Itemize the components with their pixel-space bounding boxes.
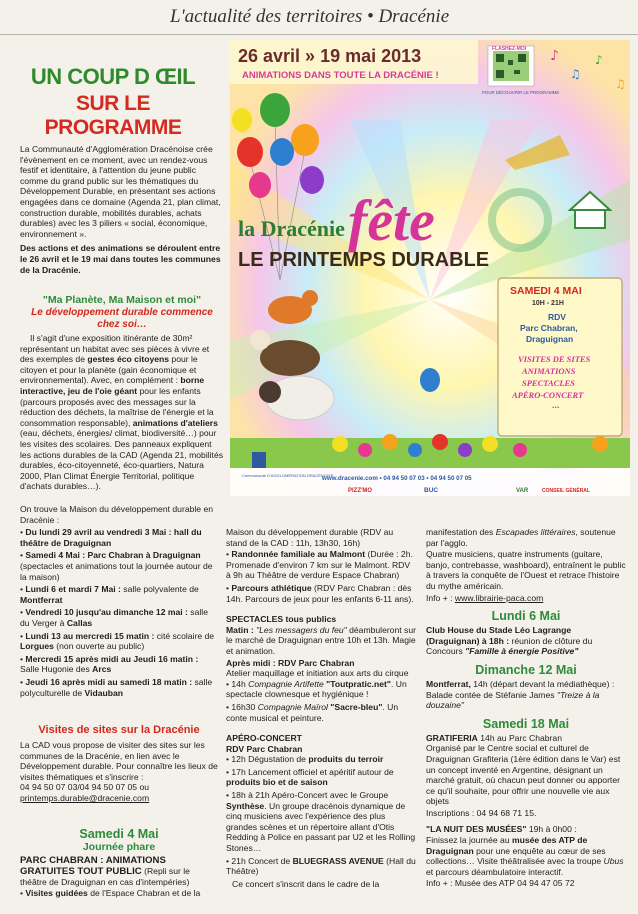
planete-text-6: animations d'ateliers	[132, 417, 218, 428]
sign-hours: 10H - 21H	[532, 300, 564, 307]
col3-lundi6-title: Lundi 6 Mai	[491, 609, 561, 624]
visites-phones: 04 94 50 07 03/04 94 50 07 05 ou	[20, 782, 150, 793]
planete-text-2: gestes éco citoyens	[87, 354, 170, 365]
balloon-purple	[300, 166, 324, 194]
col3-nuit-text-1: Finissez la journée au	[426, 835, 512, 846]
col2-apero-desc: (Hall du Théâtre)	[226, 855, 416, 877]
cad-logo-label: Communauté D'AGGLOMÉRATION DRACÉNOISE	[242, 473, 334, 478]
maison-list-item: • Samedi 4 Mai : Parc Chabran à Draguignan (spectacles et animations tout la journée autour de la maison)	[20, 550, 213, 582]
col2-apero-sub: RDV Parc Chabran	[226, 743, 303, 754]
col2-apero-desc: . Un groupe dracénois dynamique de cinq musiciens avec l'expérience des plus grandes scènes et un répertoire allant d'Otis Redding à Police en passant par U2 et les Rolling Stones…	[226, 800, 416, 854]
maison-item-note: (non ouverte au public)	[53, 641, 145, 652]
col3-url-link[interactable]: www.librairie-paca.com	[454, 592, 544, 603]
col3-montferrat	[426, 679, 626, 711]
col2-matin	[226, 625, 416, 657]
col2-apero-text: 18h à 21h Apéro-Concert avec le Groupe	[231, 790, 389, 801]
visites-text: La CAD vous propose de visiter des sites sur les communes de la Dracénie, en lien avec le Développement durable. Pour connaître les lieux de visites thématiques et s'inscrire :	[20, 740, 218, 782]
maison-item-place: Montferrat	[20, 594, 63, 605]
col2-apero-item: • 12h Dégustation de produits du terroir	[226, 754, 384, 765]
col2-show-1-text: . Un spectacle clownesque et hygiénique !	[226, 678, 407, 700]
col2-apero-bold: Synthèse	[226, 800, 265, 811]
maison-list-item: • Mercredi 15 après midi au Jeudi 16 matin : Salle Hugonie des Arcs	[20, 653, 199, 675]
maison-item-bold: Mercredi 15 après midi au Jeudi 16 matin :	[25, 653, 199, 664]
col3-nuit-troupe: Ubus	[603, 856, 624, 867]
maison-item-place: Vidauban	[84, 687, 124, 698]
planete-text-5: pour les enfants (parcours proposés avec des messages sur la réduction des déchets, la maîtrise de l'énergie et la consommation responsable),	[20, 385, 214, 428]
col2-show-2-company: Compagnie Maïrol	[257, 701, 328, 712]
col3-nuit-text-3: et parcours déambulatoire interactif.	[426, 866, 564, 877]
visites-section	[20, 724, 218, 804]
col2-apero-item: • 21h Concert de BLUEGRASS AVENUE (Hall du Théâtre)	[226, 855, 416, 877]
maison-list-item: • Vendredi 10 jusqu'au dimanche 12 mai : salle du Verger à Callas	[20, 607, 208, 628]
col3-nuit-bold: "LA NUIT DES MUSÉES"	[426, 824, 527, 835]
maison-item-bold: Jeudi 16 après midi au samedi 18 matin :	[25, 676, 193, 687]
maison-section	[20, 504, 218, 700]
samedi4-parc-note: (Repli sur le théâtre de Draguignan en cas d'intempéries)	[20, 866, 190, 887]
planete-text	[20, 333, 224, 492]
col2-apero-bold: produits du terroir	[308, 754, 384, 765]
sponsor-cg: CONSEIL GÉNÉRAL	[542, 488, 590, 494]
col2-apero-text: 12h Dégustation de	[231, 754, 309, 765]
maison-item-place: Arcs	[92, 664, 112, 675]
svg-text:♪: ♪	[550, 48, 559, 64]
maison-item-bold: Lundi 6 et mardi 7 Mai :	[25, 584, 121, 595]
col2-apero-title: APÉRO-CONCERT	[226, 733, 302, 744]
maison-item-text: Salle Hugonie des	[20, 664, 93, 675]
col3-nuit	[426, 824, 626, 835]
col3-gratiferia-bold: GRATIFERIA	[426, 732, 478, 743]
samedi4-visites-bold: Visites guidées	[25, 888, 88, 898]
col2-parcours-text: (RDV Parc Chabran : dès 14h. Parcours de jeux pour les enfants 6-11 ans).	[226, 582, 414, 604]
visites-title: Visites de sites sur la Dracénie	[38, 724, 200, 736]
col2-apm-text: Atelier maquillage et initiation aux arts du cirque	[226, 668, 409, 679]
maison-list-item: • Lundi 13 au mercredi 15 matin : cité scolaire de Lorgues (non ouverte au public)	[20, 630, 215, 652]
poster-footer-contact: www.dracenie.com • 04 94 50 07 03 • 04 94 50 07 05	[322, 475, 472, 482]
col2-rando-item: • Randonnée familiale au Malmont (Durée : 2h. Promenade d'environ 7 km sur le Malmont. RDV à 9h au Théâtre de verdure Espace Chabran)	[226, 549, 413, 581]
col3-montferrat-bold: Montferrat,	[426, 678, 471, 689]
sign-list-item: SPECTACLES	[522, 378, 575, 388]
balloon-blue	[270, 138, 294, 166]
cad-logo	[252, 452, 266, 468]
poster-subtitle: ANIMATIONS DANS TOUTE LA DRACÉNIE !	[242, 70, 439, 81]
intro-dates-paragraph: Des actions et des animations se déroulent entre le 26 avril et le 19 mai dans toutes les communes de la Dracénie.	[20, 243, 221, 275]
col3-info-line	[426, 593, 626, 604]
qr-code	[488, 46, 534, 86]
col2-parcours-item: • Parcours athlétique (RDV Parc Chabran : dès 14h. Parcours de jeux pour les enfants 6-11 ans).	[226, 582, 414, 604]
col3-nuit-info: Info + : Musée des ATP 04 94 47 05 72	[426, 878, 575, 889]
col2-spectacles-title: SPECTACLES tous publics	[226, 614, 337, 625]
maison-item-text: salle polyculturelle de	[20, 676, 213, 698]
maison-item-text: cité scolaire de	[154, 630, 215, 641]
col2-concert-note: Ce concert s'inscrit dans le cadre de la	[232, 878, 380, 889]
col3-montferrat-text: 14h (départ devant la médiathèque) : Balade contée de Stéfanie James	[426, 678, 615, 700]
col3-nuit-text	[426, 835, 626, 877]
col3-nuit-time: 19h à 0h00 :	[526, 824, 577, 835]
sign-samedi: SAMEDI 4 MAI	[510, 285, 582, 297]
maison-list-item: • Lundi 6 et mardi 7 Mai : salle polyvalente de Montferrat	[20, 584, 199, 605]
flowers	[230, 434, 630, 468]
col3-samedi18-title: Samedi 18 Mai	[482, 716, 570, 731]
poster-printemps: LE PRINTEMPS DURABLE	[238, 249, 490, 271]
col3-dimanche12-title: Dimanche 12 Mai	[475, 662, 577, 677]
col3-montferrat-italic: "Treize à la douzaine"	[426, 689, 600, 711]
col3-escapades-text: manifestation des	[426, 527, 496, 537]
planete-text-3: pour le citoyen et pour la planète (gain économique et environnemental). Avec, en complément :	[20, 354, 198, 386]
col2-apero-text: 21h Concert de	[231, 855, 293, 866]
col2-show-2-text: . Un conte musical et peinture.	[226, 701, 399, 723]
samedi4-visites: • Visites guidées de l'Espace Chabran et de la	[20, 888, 201, 898]
col2-rando-text: (Durée : 2h. Promenade d'environ 7 km sur le Malmont. RDV à 9h au Théâtre de verdure Espace Chabran)	[226, 549, 413, 581]
poster-la-dracenie: la Dracénie	[238, 216, 345, 241]
column-3	[426, 527, 626, 889]
col3-nuit-text-2: pour une enquête au cœur de ses collections… Visite théâtralisée avec la troupe	[426, 845, 606, 867]
intro-section	[20, 144, 224, 279]
col2-show-1-time: 14h	[231, 678, 249, 689]
planete-text-4: borne interactive, jeu de l'oie géant	[20, 375, 205, 396]
sign-draguignan: Draguignan	[526, 334, 574, 344]
page-header	[0, 0, 638, 35]
col3-info-label: Info + :	[426, 592, 455, 603]
sponsor-var: VAR	[516, 488, 529, 494]
balloon-yellow	[232, 108, 252, 132]
col3-gratiferia-time: 14h au Parc Chabran	[477, 732, 562, 743]
maison-item-bold: Lundi 13 au mercredi 15 matin :	[25, 630, 155, 641]
col3-club-italic: "Famille à énergie Positive"	[465, 646, 579, 657]
balloon-red	[237, 137, 263, 167]
poster-fete: fête	[348, 188, 435, 253]
col2-maison-paragraph: Maison du développement durable (RDV au stand de la CAD : 11h, 13h30, 16h)	[226, 527, 394, 548]
col3-musicians: Quatre musiciens, quatre instruments (guitare, banjo, contrebasse, washboard), entraînent le public à travers la conquête de l'Ouest et retrace l'histoire du mythe américain.	[426, 549, 626, 591]
headline-line-2: SUR LE PROGRAMME	[44, 92, 182, 139]
balloon-orange	[291, 124, 319, 156]
col3-gratiferia-inscriptions: Inscriptions : 04 94 68 71 15.	[426, 807, 537, 818]
planete-subtitle: Le développement durable commence chez soi…	[31, 307, 213, 330]
col3-escapades-text-2: , soutenue par l'agglo.	[426, 527, 616, 548]
col3-club-bold: Club House du Stade Léo Lagrange (Draguignan) à 18h :	[426, 625, 572, 646]
col2-show-1-title: "Toutpratic.net"	[323, 678, 391, 689]
samedi4-parc-bold: PARC CHABRAN : ANIMATIONS GRATUITES TOUT PUBLIC	[20, 855, 166, 877]
col3-escapades-italic: Escapades littéraires	[495, 527, 576, 537]
maison-list-item: • Jeudi 16 après midi au samedi 18 matin : salle polyculturelle de Vidauban	[20, 676, 213, 698]
planete-section	[20, 294, 224, 496]
maison-item-text: (spectacles et animations tout la journée autour de la maison)	[20, 560, 213, 582]
poster-dates: 26 avril » 19 mai 2013	[238, 46, 422, 66]
col2-apero-item: • 17h Lancement officiel et apéritif autour de produits bio et de saison	[226, 766, 394, 788]
goat-shape	[260, 340, 320, 376]
planete-text-7: (eau, déchets, énergies/ climat, biodiversité…) pour les visites des scolaires. Des panneaux expliquent les actions durables de la CAD (Agenda 21, mobilités durables, éco-citoyenneté, éco-quartiers, Natura 2000, Plan Climat Énergie Territorial, politique d'achats durables…).	[20, 428, 224, 492]
bird-shape	[420, 368, 440, 392]
col3-escapades	[426, 527, 626, 548]
col2-show-2: • 16h30 Compagnie Maïrol "Sacre-bleu". Un conte musical et peinture.	[226, 701, 399, 723]
balloon-green	[260, 93, 290, 127]
page-header-title: L'actualité des territoires • Dracénie	[170, 6, 450, 27]
samedi4-subtitle: Journée phare	[82, 841, 156, 853]
poster-art	[230, 40, 630, 496]
headline-line-1: UN COUP D ŒIL	[30, 64, 196, 89]
sign-dots: ...	[552, 400, 560, 410]
qr-flash-label: FLASHEZ-MOI	[492, 46, 527, 52]
col3-club	[426, 625, 626, 657]
col2-show-1: • 14h Compagnie Artifette "Toutpratic.net". Un spectacle clownesque et hygiénique !	[226, 678, 407, 700]
qr-pour-label: POUR DÉCOUVRIR LE PROGRAMME	[482, 90, 560, 95]
maison-list-item: • Du lundi 29 avril au vendredi 3 Mai : hall du théâtre de Draguignan	[20, 527, 202, 548]
col2-apero-bold: produits bio et de saison	[226, 777, 328, 788]
column-2	[226, 527, 416, 889]
maison-item-place: Lorgues	[20, 641, 54, 652]
svg-text:♫: ♫	[570, 67, 581, 81]
col2-matin-text: déambuleront sur le marché de Draguignan entre 10h et 13h. Magie et animation.	[226, 624, 417, 656]
samedi4-visites-text: de l'Espace Chabran et de la	[87, 888, 201, 898]
col2-show-2-time: 16h30	[231, 701, 258, 712]
visites-email-link[interactable]: printemps.durable@dracenie.com	[20, 792, 150, 803]
samedi4-section	[20, 827, 218, 901]
col2-show-1-company: Compagnie Artifette	[248, 678, 324, 689]
sign-parc: Parc Chabran,	[520, 323, 578, 333]
balloon-pink	[249, 172, 271, 198]
col3-club-text: réunion de clôture du Concours	[426, 635, 593, 657]
planete-title: "Ma Planète, Ma Maison et moi"	[42, 294, 202, 306]
intro-paragraph: La Communauté d'Agglomération Dracénoise crée l'évènement en ce moment, avec un rendez-vous festif et identitaire, à l'attention du jeune public comme du grand public sur les thématiques du Développement Durable, en présentant ses actions engagées dans ce domaine (Agenda 21, plan climat, construction durable, mobilités durables, achats durables) avec les 3 piliers « social, économique, environnement ».	[20, 144, 221, 239]
sponsor-buc: BUC	[424, 487, 439, 494]
sign-list-item: VISITES DE SITES	[518, 354, 591, 364]
col2-matin-bold: Matin :	[226, 624, 257, 635]
col2-parcours-bold: Parcours athlétique	[231, 582, 312, 593]
samedi4-parc	[20, 855, 218, 888]
maison-item-bold: Du lundi 29 avril au vendredi 3 Mai : hall du théâtre de Draguignan	[20, 527, 202, 548]
sign-rdv: RDV	[548, 312, 566, 322]
col2-apm-title: Après midi : RDV Parc Chabran	[226, 657, 355, 668]
col2-show-2-title: "Sacre-bleu"	[327, 701, 383, 712]
maison-item-bold: Samedi 4 Mai : Parc Chabran à Draguignan	[25, 550, 201, 561]
svg-text:♫: ♫	[615, 77, 626, 91]
col2-apero-text: 17h Lancement officiel et apéritif autour de	[231, 766, 394, 777]
headline	[6, 64, 220, 140]
col2-apero-item: • 18h à 21h Apéro-Concert avec le Groupe Synthèse. Un groupe dracénois dynamique de cinq musiciens avec l'expérience des plus grandes scènes et un répertoire allant d'Otis Redding à Police en passant par U2 et les Rolling Stones…	[226, 790, 416, 854]
sponsor-pizz: PIZZ'MO	[348, 488, 373, 494]
sign-list-item: APÉRO-CONCERT	[512, 390, 584, 400]
col3-gratiferia	[426, 733, 626, 744]
maison-intro: On trouve la Maison du développement durable en Dracénie :	[20, 504, 214, 525]
maison-item-text: salle du Verger à	[20, 607, 208, 628]
maison-item-bold: Vendredi 10 jusqu'au dimanche 12 mai :	[25, 607, 188, 618]
col2-matin-italic: "Les messagers du feu"	[256, 624, 347, 635]
maison-item-place: Callas	[66, 617, 93, 628]
planete-text-1: Il s'agit d'une exposition itinérante de 30m² représentant un habitat avec ses pièces à vivre et des exemples de	[20, 333, 210, 365]
sign-list-item: ANIMATIONS	[522, 366, 576, 376]
event-poster	[230, 40, 630, 496]
svg-text:♪: ♪	[595, 53, 603, 67]
samedi4-title: Samedi 4 Mai	[79, 827, 159, 841]
col2-apero-bold: BLUEGRASS AVENUE	[292, 855, 384, 866]
col3-gratiferia-text: Organisé par le Centre social et culturel de Draguignan Grafiteria (1ère édition dans le Var) est un concept inventé en Argentine, désignant un marché gratuit, où chacun peut donner ou apporter ce qu'il souhaite, pour offrir une nouvelle vie aux objets	[426, 743, 621, 807]
maison-item-text: salle polyvalente de	[120, 584, 199, 595]
col3-nuit-museum: musée des ATP de Draguignan	[426, 835, 588, 856]
col2-rando-bold: Randonnée familiale au Malmont	[231, 549, 366, 560]
